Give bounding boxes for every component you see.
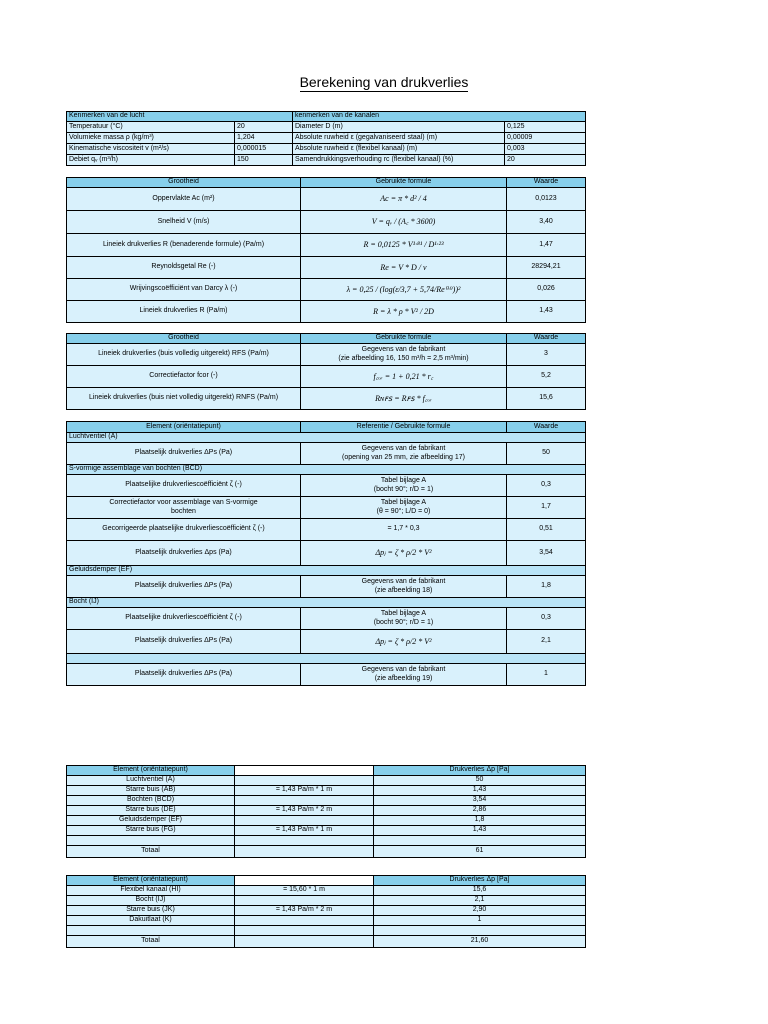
calc-table-3: Element (oriëntatiepunt) Referentie / Gebruikte formule Waarde Luchtventiel (A) Plaatselijk drukverlies ΔPs (Pa) Gegevens van de fabrikant (opening van 25 mm, zie afbeelding 17) 50 S-vormige assemblage van bochten (BCD) Plaatselijke drukverliescoëfficiënt ζ (-) Tabel bijlage A (bocht 90°; r/D = 1) 0,3 Correctiefactor voor assemblage van S-vormige bochten Tabel bijlage A (θ = 90°; L/D = 0) 1,7 Gecorrigeerde plaatselijke drukverliescoëfficiënt ζ (-) = 1,7 * 0,3 0,51 Plaatselijk drukverlies Δps (Pa) Δpⱼ = ζ * ρ/2 * V² 3,54 Geluidsdemper (EF) Plaatselijk drukverlies ΔPs (Pa) Gegevens van de fabrikant (zie afbeelding 18) 1,8 Bocht (IJ) Plaatselijke drukverliescoëfficiënt ζ (-) Tabel bijlage A (bocht 90°; r/D = 1) 0,3 Plaatselijk drukverlies ΔPs (Pa) Δpⱼ = ζ * ρ/2 * V² 2,1 Plaatselijk drukverlies ΔPs (Pa) Gegevens van de fabrikant (zie afbeelding 19) 1 xyxy=(66,421,586,686)
table-row: Debiet qᵥ (m³/h) 150 Samendrukkingsverhouding rc (flexibel kanaal) (%) 20 xyxy=(67,155,586,166)
table-row: Starre buis (FG) = 1,43 Pa/m * 1 m 1,43 xyxy=(67,826,586,836)
table-row: Bochten (BCD) 3,54 xyxy=(67,796,586,806)
air-header: Kenmerken van de lucht xyxy=(67,112,293,122)
table-row: Oppervlakte Ac (m²) Ac = π * d² / 4 0,0123 xyxy=(67,188,586,211)
formula: R = λ * ρ * V² / 2D xyxy=(301,301,507,323)
total-row: Totaal 61 xyxy=(67,846,586,858)
page-title: Berekening van drukverlies xyxy=(299,74,469,90)
total-row: Totaal 21,60 xyxy=(67,936,586,948)
table-row: Volumieke massa ρ (kg/m³) 1,204 Absolute ruwheid ε (gegalvaniseerd staal) (m) 0,00009 xyxy=(67,133,586,144)
duct-header: kenmerken van de kanalen xyxy=(293,112,586,122)
table-row: Lineiek drukverlies (buis niet volledig uitgerekt) RNFS (Pa/m) Rɴꜰꜱ = Rꜰꜱ * f꜀ₒᵣ 15,6 xyxy=(67,388,586,410)
calc-table-2: Grootheid Gebruikte formule Waarde Lineiek drukverlies (buis volledig uitgerekt) RFS (Pa/m) Gegevens van de fabrikant (zie afbeelding 16, 150 m³/h = 2,5 m³/min) 3 Correctiefactor fcor (-) f꜀ₒᵣ = 1 + 0,21 * r꜀ 5,2 Lineiek drukverlies (buis niet volledig uitgerekt) RNFS (Pa/m) Rɴꜰꜱ = Rꜰꜱ * f꜀ₒᵣ 15,6 xyxy=(66,333,586,410)
table-row: Plaatselijk drukverlies ΔPs (Pa) Δpⱼ = ζ * ρ/2 * V² 2,1 xyxy=(67,630,586,654)
table-row: Lineiek drukverlies R (benaderende formule) (Pa/m) R = 0,0125 * V¹·⁸¹ / D¹·²³ 1,47 xyxy=(67,234,586,257)
calc-table-1: Grootheid Gebruikte formule Waarde Oppervlakte Ac (m²) Ac = π * d² / 4 0,0123 Snelheid V (m/s) V = qᵥ / (A꜀ * 3600) 3,40 Lineiek drukverlies R (benaderende formule) (Pa/m) R = 0,0125 * V¹·⁸¹ / D¹·²³ 1,47 Reynoldsgetal Re (-) Re = V * D / v 28294,21 Wrijvingscoëfficiënt van Darcy λ (-) λ = 0,25 / (log(ε/3,7 + 5,74/Re⁰·⁹))² 0,026 Lineiek drukverlies R (Pa/m) R = λ * ρ * V² / 2D 1,43 xyxy=(66,177,586,323)
formula: Δpⱼ = ζ * ρ/2 * V² xyxy=(301,630,507,654)
table-row: Plaatselijke drukverliescoëfficiënt ζ (-) Tabel bijlage A (bocht 90°; r/D = 1) 0,3 xyxy=(67,475,586,497)
table-row: Reynoldsgetal Re (-) Re = V * D / v 28294,21 xyxy=(67,257,586,279)
table-row xyxy=(67,836,586,846)
table-row: Plaatselijk drukverlies ΔPs (Pa) Gegevens van de fabrikant (opening van 25 mm, zie afbeelding 17) 50 xyxy=(67,443,586,465)
table-row: Starre buis (AB) = 1,43 Pa/m * 1 m 1,43 xyxy=(67,786,586,796)
section-title: Luchtventiel (A) xyxy=(67,433,586,443)
formula: Δpⱼ = ζ * ρ/2 * V² xyxy=(301,541,507,566)
table-row: Plaatselijke drukverliescoëfficiënt ζ (-) Tabel bijlage A (bocht 90°; r/D = 1) 0,3 xyxy=(67,608,586,630)
table-row: Gecorrigeerde plaatselijke drukverliescoëfficiënt ζ (-) = 1,7 * 0,3 0,51 xyxy=(67,519,586,541)
table-row: Plaatselijk drukverlies ΔPs (Pa) Gegevens van de fabrikant (zie afbeelding 19) 1 xyxy=(67,664,586,686)
formula: Rɴꜰꜱ = Rꜰꜱ * f꜀ₒᵣ xyxy=(301,388,507,410)
table-row: Temperatuur (°C) 20 Diameter D (m) 0,125 xyxy=(67,122,586,133)
table-row: Starre buis (JK) = 1,43 Pa/m * 2 m 2,90 xyxy=(67,906,586,916)
table-row: Correctiefactor voor assemblage van S-vormige bochten Tabel bijlage A (θ = 90°; L/D = 0) 1,7 xyxy=(67,497,586,519)
table-row: Wrijvingscoëfficiënt van Darcy λ (-) λ = 0,25 / (log(ε/3,7 + 5,74/Re⁰·⁹))² 0,026 xyxy=(67,279,586,301)
table-row: Correctiefactor fcor (-) f꜀ₒᵣ = 1 + 0,21 * r꜀ 5,2 xyxy=(67,366,586,388)
section-title: S-vormige assemblage van bochten (BCD) xyxy=(67,465,586,475)
table-row: Kinematische viscositeit v (m²/s) 0,000015 Absolute ruwheid ε (flexibel kanaal) (m) 0,003 xyxy=(67,144,586,155)
table-row: Lineiek drukverlies (buis volledig uitgerekt) RFS (Pa/m) Gegevens van de fabrikant (zie afbeelding 16, 150 m³/h = 2,5 m³/min) 3 xyxy=(67,344,586,366)
table-row: Bocht (IJ) 2,1 xyxy=(67,896,586,906)
formula: Ac = π * d² / 4 xyxy=(301,188,507,211)
table-row: Flexibel kanaal (HI) = 15,60 * 1 m 15,6 xyxy=(67,886,586,896)
table-row: Plaatselijk drukverlies Δps (Pa) Δpⱼ = ζ * ρ/2 * V² 3,54 xyxy=(67,541,586,566)
table-row xyxy=(67,926,586,936)
summary-table-2: Element (oriëntatiepunt) Drukverlies Δp [Pa] Flexibel kanaal (HI) = 15,60 * 1 m 15,6 Bocht (IJ) 2,1 Starre buis (JK) = 1,43 Pa/m * 2 m 2,90 Dakuitlaat (K) 1 Totaal 21,60 xyxy=(66,875,586,948)
formula: λ = 0,25 / (log(ε/3,7 + 5,74/Re⁰·⁹))² xyxy=(301,279,507,301)
formula: f꜀ₒᵣ = 1 + 0,21 * r꜀ xyxy=(301,366,507,388)
table-row: Dakuitlaat (K) 1 xyxy=(67,916,586,926)
formula: V = qᵥ / (A꜀ * 3600) xyxy=(301,211,507,234)
formula: R = 0,0125 * V¹·⁸¹ / D¹·²³ xyxy=(301,234,507,257)
section-title: Bocht (IJ) xyxy=(67,598,586,608)
table-row: Lineiek drukverlies R (Pa/m) R = λ * ρ * V² / 2D 1,43 xyxy=(67,301,586,323)
table-row: Snelheid V (m/s) V = qᵥ / (A꜀ * 3600) 3,40 xyxy=(67,211,586,234)
air-duct-table xyxy=(66,111,586,166)
table-row: Plaatselijk drukverlies ΔPs (Pa) Gegevens van de fabrikant (zie afbeelding 18) 1,8 xyxy=(67,576,586,598)
section-title xyxy=(67,654,586,664)
table-row: Starre buis (DE) = 1,43 Pa/m * 2 m 2,86 xyxy=(67,806,586,816)
formula: Re = V * D / v xyxy=(301,257,507,279)
table-row: Luchtventiel (A) 50 xyxy=(67,776,586,786)
summary-table-1: Element (oriëntatiepunt) Drukverlies Δp [Pa] Luchtventiel (A) 50 Starre buis (AB) = 1,43 Pa/m * 1 m 1,43 Bochten (BCD) 3,54 Starre buis (DE) = 1,43 Pa/m * 2 m 2,86 Geluidsdemper (EF) 1,8 Starre buis (FG) = 1,43 Pa/m * 1 m 1,43 Totaal 61 xyxy=(66,765,586,858)
section-title: Geluidsdemper (EF) xyxy=(67,566,586,576)
table-row: Geluidsdemper (EF) 1,8 xyxy=(67,816,586,826)
